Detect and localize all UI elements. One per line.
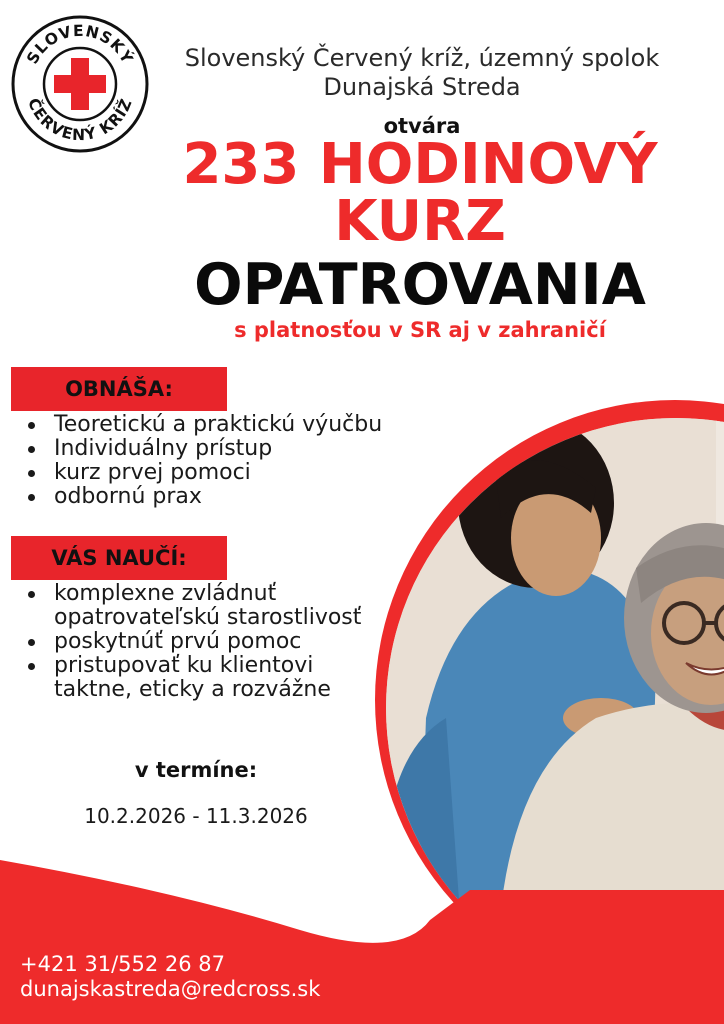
logo-top-text: SLOVENSKÝ [23,21,137,68]
list-item: poskytnúť prvú pomoc [24,630,444,654]
list-item: pristupovať ku klientovi taktne, eticky a rozvážne [24,654,354,702]
organization-name [160,44,684,102]
org-line-1: Slovenský Červený kríž, územný spolok [184,44,660,72]
red-cross-logo [10,14,150,154]
teaches-heading: VÁS NAUČÍ: [11,536,227,580]
schedule-dates: 10.2.2026 - 11.3.2026 [84,804,308,828]
list-item: Individuálny prístup [24,437,444,461]
schedule-label: v termíne: [134,758,258,782]
course-title-red [100,132,724,254]
list-item: odbornú prax [24,485,444,509]
validity-note: s platnosťou v SR aj v zahraničí [234,318,606,342]
list-item: Teoretickú a praktickú výučbu [24,413,444,437]
teaches-list [24,582,444,702]
title-line-1: 233 HODINOVÝ [182,132,658,197]
includes-heading: OBNÁŠA: [11,367,227,411]
course-title-black: OPATROVANIA [194,252,646,318]
email-address[interactable]: dunajskastreda@redcross.sk [20,977,321,1001]
list-item: kurz prvej pomoci [24,461,444,485]
title-line-2: KURZ [334,189,506,254]
list-item: komplexne zvládnuť opatrovateľskú starostlivosť [24,582,394,630]
phone-number[interactable]: +421 31/552 26 87 [20,952,226,976]
opens-label: otvára [383,114,461,138]
includes-list [24,413,444,509]
contact-info [20,952,320,1002]
org-line-2: Dunajská Streda [323,73,521,101]
logo-bottom-text: ČERVENÝ KRÍŽ [24,95,136,145]
